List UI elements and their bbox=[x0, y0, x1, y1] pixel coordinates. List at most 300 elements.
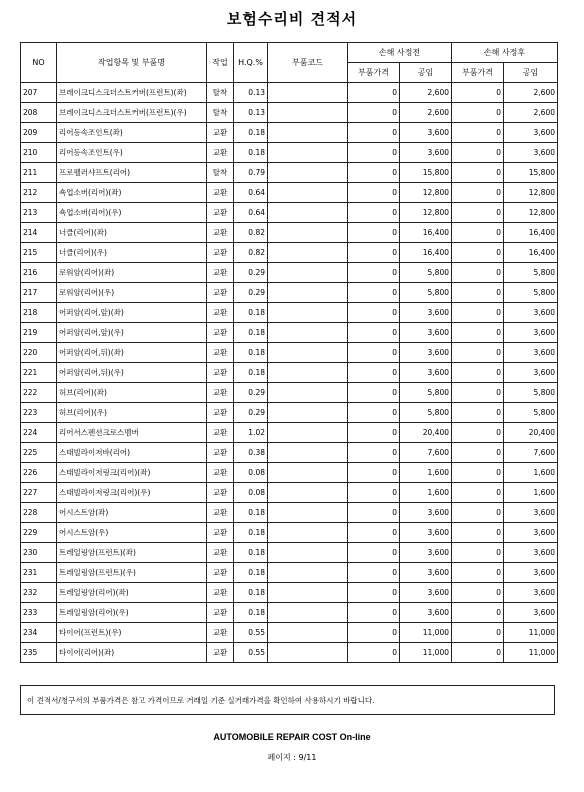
hours-cell: 0.13 bbox=[234, 103, 268, 123]
before-labor-cell: 3,600 bbox=[400, 603, 452, 623]
after-part-price-cell: 0 bbox=[452, 603, 504, 623]
work-type-cell: 교환 bbox=[207, 583, 234, 603]
table-row bbox=[21, 123, 558, 143]
hours-cell: 0.29 bbox=[234, 283, 268, 303]
work-type-cell: 교환 bbox=[207, 643, 234, 663]
estimate-table bbox=[20, 42, 558, 663]
before-labor-cell: 12,800 bbox=[400, 183, 452, 203]
after-part-price-cell: 0 bbox=[452, 523, 504, 543]
work-type-cell: 교환 bbox=[207, 243, 234, 263]
part-code-cell bbox=[268, 583, 348, 603]
part-code-cell bbox=[268, 163, 348, 183]
after-part-price-header: 부품가격 bbox=[452, 63, 504, 83]
before-labor-header: 공임 bbox=[400, 63, 452, 83]
before-labor-cell: 5,800 bbox=[400, 283, 452, 303]
before-labor-cell: 7,600 bbox=[400, 443, 452, 463]
table-row bbox=[21, 383, 558, 403]
table-row bbox=[21, 143, 558, 163]
part-code-cell bbox=[268, 423, 348, 443]
work-type-cell: 탈착 bbox=[207, 103, 234, 123]
item-name-cell: 쇽업소버(리어)(우) bbox=[57, 203, 207, 223]
hours-cell: 0.18 bbox=[234, 343, 268, 363]
before-part-price-cell: 0 bbox=[348, 163, 400, 183]
work-type-cell: 교환 bbox=[207, 563, 234, 583]
col-no-header: NO bbox=[21, 43, 57, 83]
before-part-price-cell: 0 bbox=[348, 643, 400, 663]
part-code-cell bbox=[268, 403, 348, 423]
hours-cell: 0.38 bbox=[234, 443, 268, 463]
hours-cell: 0.08 bbox=[234, 483, 268, 503]
after-labor-cell: 3,600 bbox=[504, 503, 558, 523]
table-row bbox=[21, 423, 558, 443]
work-type-cell: 교환 bbox=[207, 303, 234, 323]
work-type-cell: 교환 bbox=[207, 363, 234, 383]
row-no-cell: 235 bbox=[21, 643, 57, 663]
after-part-price-cell: 0 bbox=[452, 223, 504, 243]
before-labor-cell: 16,400 bbox=[400, 243, 452, 263]
work-type-cell: 교환 bbox=[207, 443, 234, 463]
before-labor-cell: 11,000 bbox=[400, 643, 452, 663]
row-no-cell: 233 bbox=[21, 603, 57, 623]
after-labor-cell: 3,600 bbox=[504, 583, 558, 603]
hours-cell: 0.55 bbox=[234, 623, 268, 643]
after-part-price-cell: 0 bbox=[452, 163, 504, 183]
before-part-price-cell: 0 bbox=[348, 543, 400, 563]
hours-cell: 0.18 bbox=[234, 323, 268, 343]
row-no-cell: 220 bbox=[21, 343, 57, 363]
work-type-cell: 교환 bbox=[207, 603, 234, 623]
part-code-cell bbox=[268, 523, 348, 543]
item-name-cell: 리어등속조인트(우) bbox=[57, 143, 207, 163]
row-no-cell: 226 bbox=[21, 463, 57, 483]
table-row bbox=[21, 103, 558, 123]
part-code-cell bbox=[268, 343, 348, 363]
item-name-cell: 허브(리어)(우) bbox=[57, 403, 207, 423]
before-labor-cell: 20,400 bbox=[400, 423, 452, 443]
after-part-price-cell: 0 bbox=[452, 383, 504, 403]
work-type-cell: 교환 bbox=[207, 483, 234, 503]
item-name-cell: 타이어(프런트)(우) bbox=[57, 623, 207, 643]
item-name-cell: 트레일링암(프런트)(좌) bbox=[57, 543, 207, 563]
item-name-cell: 스태빌라이저바(리어) bbox=[57, 443, 207, 463]
hours-cell: 1.02 bbox=[234, 423, 268, 443]
after-labor-cell: 3,600 bbox=[504, 363, 558, 383]
footer-brand: AUTOMOBILE REPAIR COST On-line bbox=[213, 732, 371, 742]
part-code-cell bbox=[268, 223, 348, 243]
table-row bbox=[21, 243, 558, 263]
hours-cell: 0.82 bbox=[234, 243, 268, 263]
item-name-cell: 어시스트암(좌) bbox=[57, 503, 207, 523]
item-name-cell: 스태빌라이저링크(리어)(우) bbox=[57, 483, 207, 503]
part-code-cell bbox=[268, 623, 348, 643]
after-part-price-cell: 0 bbox=[452, 583, 504, 603]
row-no-cell: 212 bbox=[21, 183, 57, 203]
after-labor-cell: 1,600 bbox=[504, 463, 558, 483]
hours-cell: 0.13 bbox=[234, 83, 268, 103]
part-code-cell bbox=[268, 183, 348, 203]
part-code-cell bbox=[268, 83, 348, 103]
item-name-cell: 어퍼암(리어,앞)(좌) bbox=[57, 303, 207, 323]
after-part-price-cell: 0 bbox=[452, 183, 504, 203]
after-part-price-cell: 0 bbox=[452, 443, 504, 463]
item-name-cell: 어퍼암(리어,뒤)(좌) bbox=[57, 343, 207, 363]
hours-cell: 0.18 bbox=[234, 143, 268, 163]
work-type-cell: 교환 bbox=[207, 263, 234, 283]
after-labor-cell: 20,400 bbox=[504, 423, 558, 443]
document-title: 보험수리비 견적서 bbox=[226, 10, 358, 28]
after-labor-cell: 3,600 bbox=[504, 323, 558, 343]
before-labor-cell: 5,800 bbox=[400, 263, 452, 283]
part-code-cell bbox=[268, 243, 348, 263]
before-labor-cell: 12,800 bbox=[400, 203, 452, 223]
after-labor-cell: 5,800 bbox=[504, 403, 558, 423]
after-part-price-cell: 0 bbox=[452, 103, 504, 123]
after-part-price-cell: 0 bbox=[452, 343, 504, 363]
col-work-header: 작업 bbox=[207, 43, 234, 83]
hours-cell: 0.64 bbox=[234, 203, 268, 223]
before-part-price-cell: 0 bbox=[348, 123, 400, 143]
work-type-cell: 교환 bbox=[207, 503, 234, 523]
part-code-cell bbox=[268, 543, 348, 563]
after-part-price-cell: 0 bbox=[452, 483, 504, 503]
table-row bbox=[21, 163, 558, 183]
before-part-price-cell: 0 bbox=[348, 623, 400, 643]
row-no-cell: 211 bbox=[21, 163, 57, 183]
part-code-cell bbox=[268, 563, 348, 583]
row-no-cell: 227 bbox=[21, 483, 57, 503]
after-labor-cell: 2,600 bbox=[504, 83, 558, 103]
before-part-price-cell: 0 bbox=[348, 503, 400, 523]
after-part-price-cell: 0 bbox=[452, 563, 504, 583]
work-type-cell: 교환 bbox=[207, 123, 234, 143]
part-code-cell bbox=[268, 143, 348, 163]
item-name-cell: 트레일링암(리어)(우) bbox=[57, 603, 207, 623]
item-name-cell: 리어등속조인트(좌) bbox=[57, 123, 207, 143]
table-row bbox=[21, 223, 558, 243]
hours-cell: 0.55 bbox=[234, 643, 268, 663]
row-no-cell: 210 bbox=[21, 143, 57, 163]
before-part-price-cell: 0 bbox=[348, 403, 400, 423]
work-type-cell: 교환 bbox=[207, 203, 234, 223]
before-part-price-cell: 0 bbox=[348, 223, 400, 243]
table-row bbox=[21, 543, 558, 563]
before-part-price-cell: 0 bbox=[348, 303, 400, 323]
after-labor-cell: 16,400 bbox=[504, 223, 558, 243]
item-name-cell: 너클(리어)(좌) bbox=[57, 223, 207, 243]
col-item-header: 작업항목 및 부품명 bbox=[57, 43, 207, 83]
row-no-cell: 224 bbox=[21, 423, 57, 443]
work-type-cell: 교환 bbox=[207, 143, 234, 163]
hours-cell: 0.79 bbox=[234, 163, 268, 183]
hours-cell: 0.18 bbox=[234, 123, 268, 143]
after-labor-cell: 11,000 bbox=[504, 643, 558, 663]
work-type-cell: 교환 bbox=[207, 423, 234, 443]
after-labor-cell: 12,800 bbox=[504, 203, 558, 223]
before-labor-cell: 1,600 bbox=[400, 463, 452, 483]
before-part-price-cell: 0 bbox=[348, 203, 400, 223]
part-code-cell bbox=[268, 443, 348, 463]
before-labor-cell: 3,600 bbox=[400, 363, 452, 383]
price-notice: 이 견적서/청구서의 부품가격은 참고 가격이므로 거래일 기준 실거래가격을 확인하여 사용하시기 바랍니다. bbox=[20, 685, 555, 715]
before-part-price-cell: 0 bbox=[348, 183, 400, 203]
item-name-cell: 허브(리어)(좌) bbox=[57, 383, 207, 403]
work-type-cell: 교환 bbox=[207, 283, 234, 303]
item-name-cell: 쇽업소버(리어)(좌) bbox=[57, 183, 207, 203]
after-labor-cell: 3,600 bbox=[504, 543, 558, 563]
before-part-price-cell: 0 bbox=[348, 143, 400, 163]
after-labor-cell: 3,600 bbox=[504, 303, 558, 323]
before-labor-cell: 3,600 bbox=[400, 323, 452, 343]
row-no-cell: 219 bbox=[21, 323, 57, 343]
part-code-cell bbox=[268, 323, 348, 343]
after-part-price-cell: 0 bbox=[452, 503, 504, 523]
before-labor-cell: 16,400 bbox=[400, 223, 452, 243]
table-row bbox=[21, 183, 558, 203]
hours-cell: 0.18 bbox=[234, 583, 268, 603]
after-labor-cell: 3,600 bbox=[504, 143, 558, 163]
before-part-price-header: 부품가격 bbox=[348, 63, 400, 83]
after-labor-cell: 3,600 bbox=[504, 603, 558, 623]
before-part-price-cell: 0 bbox=[348, 443, 400, 463]
item-name-cell: 로워암(리어)(좌) bbox=[57, 263, 207, 283]
table-row bbox=[21, 203, 558, 223]
before-part-price-cell: 0 bbox=[348, 243, 400, 263]
part-code-cell bbox=[268, 643, 348, 663]
work-type-cell: 교환 bbox=[207, 383, 234, 403]
table-row bbox=[21, 483, 558, 503]
before-part-price-cell: 0 bbox=[348, 563, 400, 583]
part-code-cell bbox=[268, 103, 348, 123]
item-name-cell: 어퍼암(리어,앞)(우) bbox=[57, 323, 207, 343]
item-name-cell: 브레이크디스크더스트커버(프런트)(우) bbox=[57, 103, 207, 123]
table-row bbox=[21, 343, 558, 363]
table-row bbox=[21, 323, 558, 343]
before-part-price-cell: 0 bbox=[348, 363, 400, 383]
table-row bbox=[21, 403, 558, 423]
after-part-price-cell: 0 bbox=[452, 623, 504, 643]
table-row bbox=[21, 363, 558, 383]
table-header bbox=[21, 43, 558, 83]
row-no-cell: 230 bbox=[21, 543, 57, 563]
item-name-cell: 브레이크디스크더스트커버(프런트)(좌) bbox=[57, 83, 207, 103]
before-labor-cell: 3,600 bbox=[400, 503, 452, 523]
hours-cell: 0.82 bbox=[234, 223, 268, 243]
table-row bbox=[21, 83, 558, 103]
before-part-price-cell: 0 bbox=[348, 583, 400, 603]
row-no-cell: 225 bbox=[21, 443, 57, 463]
after-part-price-cell: 0 bbox=[452, 263, 504, 283]
row-no-cell: 209 bbox=[21, 123, 57, 143]
after-part-price-cell: 0 bbox=[452, 243, 504, 263]
row-no-cell: 229 bbox=[21, 523, 57, 543]
before-part-price-cell: 0 bbox=[348, 483, 400, 503]
item-name-cell: 트레일링암(리어)(좌) bbox=[57, 583, 207, 603]
after-labor-cell: 11,000 bbox=[504, 623, 558, 643]
hours-cell: 0.29 bbox=[234, 263, 268, 283]
part-code-cell bbox=[268, 383, 348, 403]
hours-cell: 0.18 bbox=[234, 523, 268, 543]
table-row bbox=[21, 643, 558, 663]
after-labor-cell: 3,600 bbox=[504, 343, 558, 363]
col-part-code-header: 부품코드 bbox=[268, 43, 348, 83]
hours-cell: 0.08 bbox=[234, 463, 268, 483]
after-part-price-cell: 0 bbox=[452, 403, 504, 423]
hours-cell: 0.18 bbox=[234, 543, 268, 563]
after-labor-cell: 5,800 bbox=[504, 383, 558, 403]
part-code-cell bbox=[268, 123, 348, 143]
after-labor-cell: 3,600 bbox=[504, 123, 558, 143]
before-labor-cell: 3,600 bbox=[400, 563, 452, 583]
row-no-cell: 222 bbox=[21, 383, 57, 403]
after-part-price-cell: 0 bbox=[452, 283, 504, 303]
row-no-cell: 218 bbox=[21, 303, 57, 323]
after-labor-cell: 3,600 bbox=[504, 523, 558, 543]
item-name-cell: 어시스트암(우) bbox=[57, 523, 207, 543]
before-part-price-cell: 0 bbox=[348, 523, 400, 543]
before-part-price-cell: 0 bbox=[348, 343, 400, 363]
before-labor-cell: 15,800 bbox=[400, 163, 452, 183]
item-name-cell: 어퍼암(리어,뒤)(우) bbox=[57, 363, 207, 383]
item-name-cell: 리어서스펜션크로스멤버 bbox=[57, 423, 207, 443]
after-part-price-cell: 0 bbox=[452, 423, 504, 443]
row-no-cell: 234 bbox=[21, 623, 57, 643]
row-no-cell: 214 bbox=[21, 223, 57, 243]
row-no-cell: 221 bbox=[21, 363, 57, 383]
item-name-cell: 너클(리어)(우) bbox=[57, 243, 207, 263]
after-labor-cell: 2,600 bbox=[504, 103, 558, 123]
before-labor-cell: 5,800 bbox=[400, 383, 452, 403]
before-labor-cell: 3,600 bbox=[400, 123, 452, 143]
hours-cell: 0.18 bbox=[234, 503, 268, 523]
part-code-cell bbox=[268, 483, 348, 503]
item-name-cell: 로워암(리어)(우) bbox=[57, 283, 207, 303]
part-code-cell bbox=[268, 603, 348, 623]
table-row bbox=[21, 603, 558, 623]
table-row bbox=[21, 623, 558, 643]
part-code-cell bbox=[268, 363, 348, 383]
table-row bbox=[21, 303, 558, 323]
table-row bbox=[21, 583, 558, 603]
after-part-price-cell: 0 bbox=[452, 143, 504, 163]
table-row bbox=[21, 283, 558, 303]
before-labor-cell: 3,600 bbox=[400, 343, 452, 363]
after-part-price-cell: 0 bbox=[452, 83, 504, 103]
after-labor-cell: 12,800 bbox=[504, 183, 558, 203]
work-type-cell: 교환 bbox=[207, 223, 234, 243]
work-type-cell: 탈착 bbox=[207, 163, 234, 183]
hours-cell: 0.29 bbox=[234, 403, 268, 423]
row-no-cell: 207 bbox=[21, 83, 57, 103]
before-labor-cell: 3,600 bbox=[400, 303, 452, 323]
work-type-cell: 교환 bbox=[207, 543, 234, 563]
work-type-cell: 탈착 bbox=[207, 83, 234, 103]
before-labor-cell: 3,600 bbox=[400, 143, 452, 163]
before-part-price-cell: 0 bbox=[348, 603, 400, 623]
after-labor-cell: 3,600 bbox=[504, 563, 558, 583]
work-type-cell: 교환 bbox=[207, 403, 234, 423]
before-part-price-cell: 0 bbox=[348, 83, 400, 103]
work-type-cell: 교환 bbox=[207, 463, 234, 483]
after-labor-cell: 15,800 bbox=[504, 163, 558, 183]
before-labor-cell: 2,600 bbox=[400, 83, 452, 103]
col-after-header: 손해 사정후 bbox=[452, 43, 558, 63]
page-number: 페이지 : 9/11 bbox=[267, 753, 317, 762]
work-type-cell: 교환 bbox=[207, 623, 234, 643]
row-no-cell: 213 bbox=[21, 203, 57, 223]
row-no-cell: 216 bbox=[21, 263, 57, 283]
col-before-header: 손해 사정전 bbox=[348, 43, 452, 63]
part-code-cell bbox=[268, 303, 348, 323]
after-part-price-cell: 0 bbox=[452, 323, 504, 343]
work-type-cell: 교환 bbox=[207, 183, 234, 203]
after-labor-cell: 16,400 bbox=[504, 243, 558, 263]
after-part-price-cell: 0 bbox=[452, 643, 504, 663]
hours-cell: 0.18 bbox=[234, 563, 268, 583]
table-row bbox=[21, 503, 558, 523]
part-code-cell bbox=[268, 263, 348, 283]
after-labor-cell: 1,600 bbox=[504, 483, 558, 503]
before-part-price-cell: 0 bbox=[348, 103, 400, 123]
table-row bbox=[21, 463, 558, 483]
before-labor-cell: 2,600 bbox=[400, 103, 452, 123]
after-part-price-cell: 0 bbox=[452, 303, 504, 323]
row-no-cell: 223 bbox=[21, 403, 57, 423]
row-no-cell: 232 bbox=[21, 583, 57, 603]
after-part-price-cell: 0 bbox=[452, 543, 504, 563]
before-labor-cell: 3,600 bbox=[400, 543, 452, 563]
before-labor-cell: 3,600 bbox=[400, 523, 452, 543]
after-part-price-cell: 0 bbox=[452, 363, 504, 383]
row-no-cell: 231 bbox=[21, 563, 57, 583]
after-part-price-cell: 0 bbox=[452, 123, 504, 143]
part-code-cell bbox=[268, 503, 348, 523]
before-part-price-cell: 0 bbox=[348, 323, 400, 343]
table-row bbox=[21, 563, 558, 583]
work-type-cell: 교환 bbox=[207, 523, 234, 543]
row-no-cell: 208 bbox=[21, 103, 57, 123]
hours-cell: 0.18 bbox=[234, 603, 268, 623]
part-code-cell bbox=[268, 283, 348, 303]
before-part-price-cell: 0 bbox=[348, 283, 400, 303]
item-name-cell: 프로펠러샤프트(리어) bbox=[57, 163, 207, 183]
table-row bbox=[21, 263, 558, 283]
col-hours-header: H.Q.% bbox=[234, 43, 268, 83]
work-type-cell: 교환 bbox=[207, 323, 234, 343]
hours-cell: 0.29 bbox=[234, 383, 268, 403]
hours-cell: 0.18 bbox=[234, 303, 268, 323]
row-no-cell: 228 bbox=[21, 503, 57, 523]
after-labor-cell: 7,600 bbox=[504, 443, 558, 463]
after-labor-header: 공임 bbox=[504, 63, 558, 83]
after-labor-cell: 5,800 bbox=[504, 283, 558, 303]
row-no-cell: 217 bbox=[21, 283, 57, 303]
item-name-cell: 트레일링암(프런트)(우) bbox=[57, 563, 207, 583]
work-type-cell: 교환 bbox=[207, 343, 234, 363]
before-labor-cell: 11,000 bbox=[400, 623, 452, 643]
before-labor-cell: 3,600 bbox=[400, 583, 452, 603]
before-part-price-cell: 0 bbox=[348, 383, 400, 403]
hours-cell: 0.18 bbox=[234, 363, 268, 383]
row-no-cell: 215 bbox=[21, 243, 57, 263]
part-code-cell bbox=[268, 203, 348, 223]
before-labor-cell: 1,600 bbox=[400, 483, 452, 503]
before-part-price-cell: 0 bbox=[348, 463, 400, 483]
hours-cell: 0.64 bbox=[234, 183, 268, 203]
item-name-cell: 스태빌라이저링크(리어)(좌) bbox=[57, 463, 207, 483]
item-name-cell: 타이어(리어)(좌) bbox=[57, 643, 207, 663]
after-part-price-cell: 0 bbox=[452, 463, 504, 483]
before-part-price-cell: 0 bbox=[348, 423, 400, 443]
